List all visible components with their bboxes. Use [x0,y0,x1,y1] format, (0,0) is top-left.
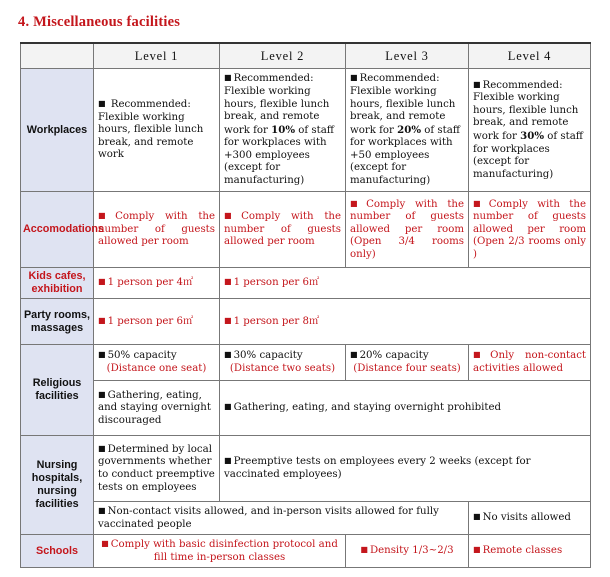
party-level-2-text: 1 person per 8㎡ [233,315,320,327]
category-nursing: Nursing hospitals, nursing facilities [21,436,94,535]
category-party-rooms: Party rooms, massages [21,299,94,345]
bullet-icon: ■ [101,539,109,549]
facilities-table [20,42,591,568]
bullet-icon: ■ [98,389,106,399]
religious-cap-level-1-text: 50% capacity [107,350,177,362]
bullet-icon: ■ [98,443,106,453]
workplaces-level-1-text: Recommended: Flexible working hours, flexible lunch break, and remote work [98,99,204,161]
workplaces-level-3-post: of staff for workplaces with +50 employees (except for manufacturing) [350,124,461,187]
religious-cap-level-2-note: (Distance two seats) [229,363,336,374]
nursing-visits-level-4 [469,502,591,535]
workplaces-level-3 [346,69,469,192]
bullet-icon: ■ [98,315,106,325]
row-religious-gathering [21,381,591,436]
bullet-icon: ■ [224,456,232,466]
bullet-icon: ■ [98,277,106,287]
bullet-icon: ■ [350,350,358,360]
header-level-4: Level 4 [469,43,591,69]
schools-level-4 [469,535,591,568]
nursing-level-2-4 [220,436,591,502]
religious-gather-level-1-text: Gathering, eating, and staying overnight discouraged [98,389,211,426]
bullet-icon: ■ [98,99,106,109]
bullet-icon: ■ [350,73,358,83]
accommodations-level-1 [94,192,220,268]
schools-level-3-text: Density 1/3~2/3 [369,545,454,557]
accommodations-level-4 [469,192,591,268]
religious-cap-level-1 [94,345,220,381]
row-party-rooms [21,299,591,345]
header-level-3: Level 3 [346,43,469,69]
religious-cap-level-4-text: Only non-contact activities allowed [473,350,587,374]
page-title: 4. Miscellaneous facilities [18,14,181,30]
header-blank [21,43,94,69]
bullet-icon: ■ [360,545,368,555]
category-accommodations: Accomodations [21,192,94,268]
bullet-icon: ■ [473,79,481,89]
kids-level-2-4 [220,268,591,299]
nursing-level-4-visits-text: No visits allowed [482,512,571,524]
bullet-icon: ■ [473,350,489,360]
row-nursing-tests [21,436,591,502]
category-religious: Religious facilities [21,345,94,436]
bullet-icon: ■ [224,211,240,221]
row-schools [21,535,591,568]
religious-gather-level-1 [94,381,220,436]
row-religious-capacity [21,345,591,381]
party-level-2-4 [220,299,591,345]
bullet-icon: ■ [473,198,487,208]
religious-cap-level-3 [346,345,469,381]
religious-cap-level-3-note: (Distance four seats) [353,363,461,374]
bullet-icon: ■ [98,350,106,360]
bullet-icon: ■ [224,277,232,287]
workplaces-level-2-pre: Recommended: Flexible working hours, flexible lunch break, and remote work for [224,73,330,136]
workplaces-level-4-post: of staff for workplaces (except for manufacturing) [473,131,584,180]
accommodations-level-2-text: Comply with the number of guests allowed per room [224,211,342,248]
schools-level-1-2 [94,535,346,568]
religious-cap-level-3-text: 20% capacity [359,350,429,362]
bullet-icon: ■ [224,350,232,360]
bullet-icon: ■ [98,211,114,221]
religious-cap-level-2 [220,345,346,381]
header-level-1: Level 1 [94,43,220,69]
bullet-icon: ■ [350,198,365,208]
party-level-1 [94,299,220,345]
category-kids-cafes: Kids cafes, exhibition [21,268,94,299]
workplaces-level-4 [469,69,591,192]
row-kids-cafes [21,268,591,299]
accommodations-level-1-text: Comply with the number of guests allowed per room [98,211,216,248]
religious-cap-level-2-text: 30% capacity [233,350,303,362]
header-level-2: Level 2 [220,43,346,69]
row-nursing-visits [21,502,591,535]
nursing-level-1 [94,436,220,502]
workplaces-level-4-pre: Recommended: Flexible working hours, flexible lunch break, and remote work for [473,79,579,142]
schools-level-1-2-text: Comply with basic disinfection protocol and fill time in-person classes [110,539,338,563]
bullet-icon: ■ [98,506,106,515]
workplaces-level-3-pct: 20% [397,123,422,136]
bullet-icon: ■ [224,402,232,412]
religious-cap-level-1-note: (Distance one seat) [106,363,207,374]
row-workplaces [21,69,591,192]
row-accommodations [21,192,591,268]
workplaces-level-3-pre: Recommended: Flexible working hours, flexible lunch break, and remote work for [350,73,456,136]
schools-level-4-text: Remote classes [482,545,563,557]
header-row [21,43,591,69]
workplaces-level-2 [220,69,346,192]
nursing-visits-text: Non-contact visits allowed, and in-person visits allowed for fully vaccinated people [98,506,439,530]
bullet-icon: ■ [224,73,232,83]
religious-gather-level-2-4 [220,381,591,436]
nursing-level-1-text: Determined by local governments whether to conduct preemptive tests on employees [98,443,215,493]
accommodations-level-3 [346,192,469,268]
kids-level-1-text: 1 person per 4㎡ [107,277,194,289]
schools-level-3 [346,535,469,568]
bullet-icon: ■ [473,545,481,555]
workplaces-level-2-pct: 10% [271,123,296,136]
nursing-rest-text: Preemptive tests on employees every 2 weeks (except for vaccinated employees) [224,456,531,480]
workplaces-level-2-post: of staff for workplaces with +300 employees (except for manufacturing) [224,124,335,187]
bullet-icon: ■ [473,512,481,522]
kids-level-2-text: 1 person per 6㎡ [233,277,320,289]
accommodations-level-4-text: Comply with the number of guests allowed per room (Open 2/3 rooms only ) [473,198,586,260]
accommodations-level-2 [220,192,346,268]
category-workplaces: Workplaces [21,69,94,192]
workplaces-level-4-pct: 30% [520,130,545,142]
workplaces-level-1 [94,69,220,192]
nursing-visits-level-1-3 [94,502,469,535]
kids-level-1 [94,268,220,299]
bullet-icon: ■ [224,315,232,325]
category-schools: Schools [21,535,94,568]
accommodations-level-3-text: Comply with the number of guests allowed per room (Open 3/4 rooms only) [350,198,465,260]
religious-cap-level-4 [469,345,591,381]
religious-gather-rest-text: Gathering, eating, and staying overnight prohibited [233,402,502,414]
party-level-1-text: 1 person per 6㎡ [107,315,194,327]
